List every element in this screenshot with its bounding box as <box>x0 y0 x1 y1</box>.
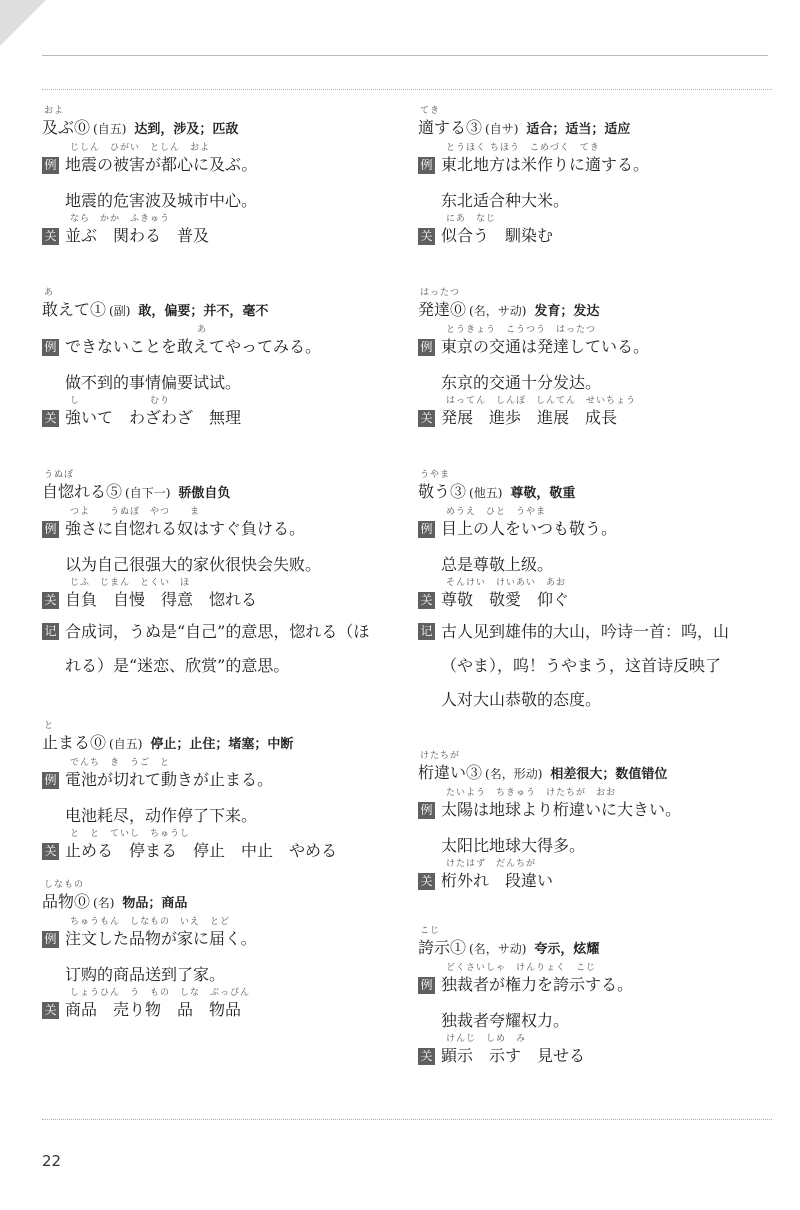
related-tag: 关 <box>418 410 435 427</box>
example-sentence: 目上の人をいつも敬う。 <box>441 519 618 538</box>
memo-line-2: れる）是“迷恋、欣赏”的意思。 <box>65 656 290 675</box>
vocab-entry <box>42 880 392 1021</box>
vocab-entry <box>418 926 768 1067</box>
related-tag: 关 <box>418 228 435 245</box>
example-row <box>42 518 392 540</box>
headword: 止まる⓪ <box>42 733 107 752</box>
example-reading: つよ うぬぼ やつ ま <box>70 507 201 517</box>
headword: 品物⓪ <box>42 892 91 911</box>
related-tag: 关 <box>42 410 59 427</box>
headword: 及ぶ⓪ <box>42 118 91 137</box>
example-row <box>42 336 392 358</box>
example-translation: 地震的危害波及城市中心。 <box>65 191 258 210</box>
related-row <box>418 225 768 247</box>
headword-reading: しなもの <box>44 880 85 890</box>
example-sentence: 強さに自惚れる奴はすぐ負ける。 <box>65 519 306 538</box>
headword-reading: こじ <box>420 926 441 936</box>
headword-row <box>418 762 768 786</box>
bottom-dotted-divider <box>42 1119 772 1120</box>
example-tag: 例 <box>418 339 435 356</box>
meaning: 发育；发达 <box>534 304 600 319</box>
part-of-speech: (名) <box>93 896 115 910</box>
headword-row <box>42 117 392 141</box>
headword-row <box>42 732 392 756</box>
related-row <box>42 840 392 862</box>
related-words: 桁外れ 段違い <box>441 871 554 890</box>
related-row <box>418 870 768 892</box>
example-tag: 例 <box>418 802 435 819</box>
related-tag: 关 <box>418 873 435 890</box>
example-row <box>42 928 392 950</box>
example-tag: 例 <box>42 157 59 174</box>
headword-reading: てき <box>420 106 441 116</box>
related-reading: と と ていし ちゅうし <box>70 829 191 839</box>
example-tag: 例 <box>42 931 59 948</box>
part-of-speech: (自五) <box>93 122 127 136</box>
related-row <box>42 225 392 247</box>
related-row <box>418 407 768 429</box>
related-reading: しょうひん う もの しな ぶっぴん <box>70 988 251 998</box>
vocab-entry <box>418 288 768 429</box>
memo-line-2: （やま），呜！うやまう，这首诗反映了 <box>441 656 722 675</box>
headword: 発達⓪ <box>418 300 467 319</box>
related-row <box>42 407 392 429</box>
left-column <box>42 106 392 1021</box>
example-translation: 东北适合种大米。 <box>441 191 570 210</box>
meaning: 夸示，炫耀 <box>534 942 600 957</box>
example-tag: 例 <box>42 772 59 789</box>
headword: 自惚れる⑤ <box>42 482 123 501</box>
headword-reading: うぬぼ <box>44 470 75 480</box>
page-corner-decoration <box>0 0 46 46</box>
vocab-entry <box>418 751 768 892</box>
headword-row <box>418 937 768 961</box>
example-tag: 例 <box>418 157 435 174</box>
related-reading: なら かか ふきゅう <box>70 214 171 224</box>
meaning: 适合；适当；适应 <box>526 122 631 137</box>
headword-row <box>42 299 392 323</box>
example-reading: たいよう ちきゅう けたちが おお <box>446 788 617 798</box>
meaning: 尊敬，敬重 <box>510 486 576 501</box>
memo-tag: 记 <box>42 623 59 640</box>
headword: 誇示① <box>418 938 467 957</box>
headword: 桁違い③ <box>418 763 483 782</box>
example-translation: 订购的商品送到了家。 <box>65 965 226 984</box>
example-tag: 例 <box>42 339 59 356</box>
example-tag: 例 <box>42 521 59 538</box>
related-words: 顕示 示す 見せる <box>441 1046 586 1065</box>
example-translation: 做不到的事情偏要试试。 <box>65 373 242 392</box>
related-words: 商品 売り物 品 物品 <box>65 1000 242 1019</box>
example-translation: 总是尊敬上级。 <box>441 555 554 574</box>
example-reading: どくさいしゃ けんりょく こじ <box>446 963 597 973</box>
memo-line-1: 合成词，うぬ是“自己”的意思，惚れる（ほ <box>65 622 370 641</box>
example-translation: 太阳比地球大得多。 <box>441 836 586 855</box>
example-sentence: 独裁者が権力を誇示する。 <box>441 975 634 994</box>
example-row <box>42 769 392 791</box>
example-row <box>418 154 768 176</box>
related-tag: 关 <box>42 1002 59 1019</box>
related-row <box>42 999 392 1021</box>
part-of-speech: (名，サ动) <box>469 942 527 956</box>
part-of-speech: (副) <box>109 304 131 318</box>
header-rule <box>42 55 768 56</box>
example-sentence: できないことを敢えてやってみる。 <box>65 337 322 356</box>
example-tag: 例 <box>418 521 435 538</box>
example-sentence: 電池が切れて動きが止まる。 <box>65 770 274 789</box>
vocab-entry <box>42 721 392 862</box>
headword: 敢えて① <box>42 300 107 319</box>
related-reading: じふ じまん とくい ほ <box>70 578 191 588</box>
example-reading: とうきょう こうつう はったつ <box>446 325 597 335</box>
related-row <box>42 589 392 611</box>
headword-reading: けたちが <box>420 751 461 761</box>
part-of-speech: (自五) <box>109 737 143 751</box>
vocab-entry <box>418 106 768 247</box>
part-of-speech: (名，サ动) <box>469 304 527 318</box>
meaning: 停止；止住；堵塞；中断 <box>150 737 294 752</box>
meaning: 相差很大；数值错位 <box>550 767 668 782</box>
headword-row <box>42 891 392 915</box>
headword-row <box>418 299 768 323</box>
example-translation: 独裁者夸耀权力。 <box>441 1011 570 1030</box>
related-words: 発展 進歩 進展 成長 <box>441 408 618 427</box>
example-row <box>42 154 392 176</box>
top-dotted-divider <box>42 89 772 90</box>
example-reading: あ <box>197 325 208 335</box>
headword-row <box>418 481 768 505</box>
vocab-entry <box>418 470 768 717</box>
example-row <box>418 518 768 540</box>
example-sentence: 注文した品物が家に届く。 <box>65 929 257 948</box>
headword: 適する③ <box>418 118 483 137</box>
related-words: 強いて わざわざ 無理 <box>65 408 242 427</box>
part-of-speech: (自サ) <box>485 122 519 136</box>
meaning: 物品；商品 <box>122 896 188 911</box>
part-of-speech: (自下一) <box>125 486 171 500</box>
headword-reading: あ <box>44 288 55 298</box>
example-row <box>418 799 768 821</box>
memo-tag: 记 <box>418 623 435 640</box>
page-number: 22 <box>42 1152 62 1170</box>
headword-reading: およ <box>44 106 65 116</box>
part-of-speech: (名，形动) <box>485 767 543 781</box>
example-reading: とうほく ちほう こめづく てき <box>446 143 600 153</box>
meaning: 骄傲自负 <box>178 486 231 501</box>
example-sentence: 東京の交通は発達している。 <box>441 337 650 356</box>
vocab-entry <box>42 470 392 683</box>
headword-reading: はったつ <box>420 288 461 298</box>
example-translation: 东京的交通十分发达。 <box>441 373 602 392</box>
related-reading: けたはず だんちが <box>446 859 537 869</box>
example-translation: 电池耗尽，动作停了下来。 <box>65 806 258 825</box>
vocab-entry <box>42 106 392 247</box>
meaning: 敢，偏要；并不，毫不 <box>138 304 269 319</box>
meaning: 达到，涉及；匹敌 <box>134 122 239 137</box>
related-reading: し むり <box>70 396 171 406</box>
related-reading: そんけい けいあい あお <box>446 578 567 588</box>
example-reading: じしん ひがい としん およ <box>70 143 211 153</box>
memo-line-1: 古人见到雄伟的大山，吟诗一首：呜，山 <box>441 622 730 641</box>
example-tag: 例 <box>418 977 435 994</box>
headword-reading: うやま <box>420 470 451 480</box>
related-reading: けんじ しめ み <box>446 1034 527 1044</box>
example-reading: ちゅうもん しなもの いえ とど <box>70 917 231 927</box>
related-tag: 关 <box>418 1048 435 1065</box>
related-reading: はってん しんぽ しんてん せいちょう <box>446 396 637 406</box>
memo-row <box>42 615 392 649</box>
headword-reading: と <box>44 721 55 731</box>
related-words: 似合う 馴染む <box>441 226 554 245</box>
related-tag: 关 <box>42 592 59 609</box>
example-row <box>418 974 768 996</box>
related-tag: 关 <box>42 843 59 860</box>
example-reading: めうえ ひと うやま <box>446 507 547 517</box>
example-reading: でんち き うご と <box>70 758 171 768</box>
related-row <box>418 1045 768 1067</box>
headword-row <box>42 481 392 505</box>
vocab-entry <box>42 288 392 429</box>
example-sentence: 東北地方は米作りに適する。 <box>441 155 650 174</box>
example-sentence: 地震の被害が都心に及ぶ。 <box>65 155 258 174</box>
related-reading: にあ なじ <box>446 214 497 224</box>
related-words: 並ぶ 関わる 普及 <box>65 226 210 245</box>
related-words: 尊敬 敬愛 仰ぐ <box>441 590 570 609</box>
example-row <box>418 336 768 358</box>
example-translation: 以为自己很强大的家伙很快会失败。 <box>65 555 322 574</box>
headword-row <box>418 117 768 141</box>
right-column <box>418 106 768 1067</box>
memo-row <box>418 615 768 649</box>
memo-line-3: 人对大山恭敬的态度。 <box>441 690 602 709</box>
headword: 敬う③ <box>418 482 467 501</box>
example-sentence: 太陽は地球より桁違いに大きい。 <box>441 800 682 819</box>
part-of-speech: (他五) <box>469 486 503 500</box>
related-row <box>418 589 768 611</box>
related-tag: 关 <box>42 228 59 245</box>
related-words: 止める 停まる 停止 中止 やめる <box>65 841 338 860</box>
related-words: 自負 自慢 得意 惚れる <box>65 590 258 609</box>
related-tag: 关 <box>418 592 435 609</box>
